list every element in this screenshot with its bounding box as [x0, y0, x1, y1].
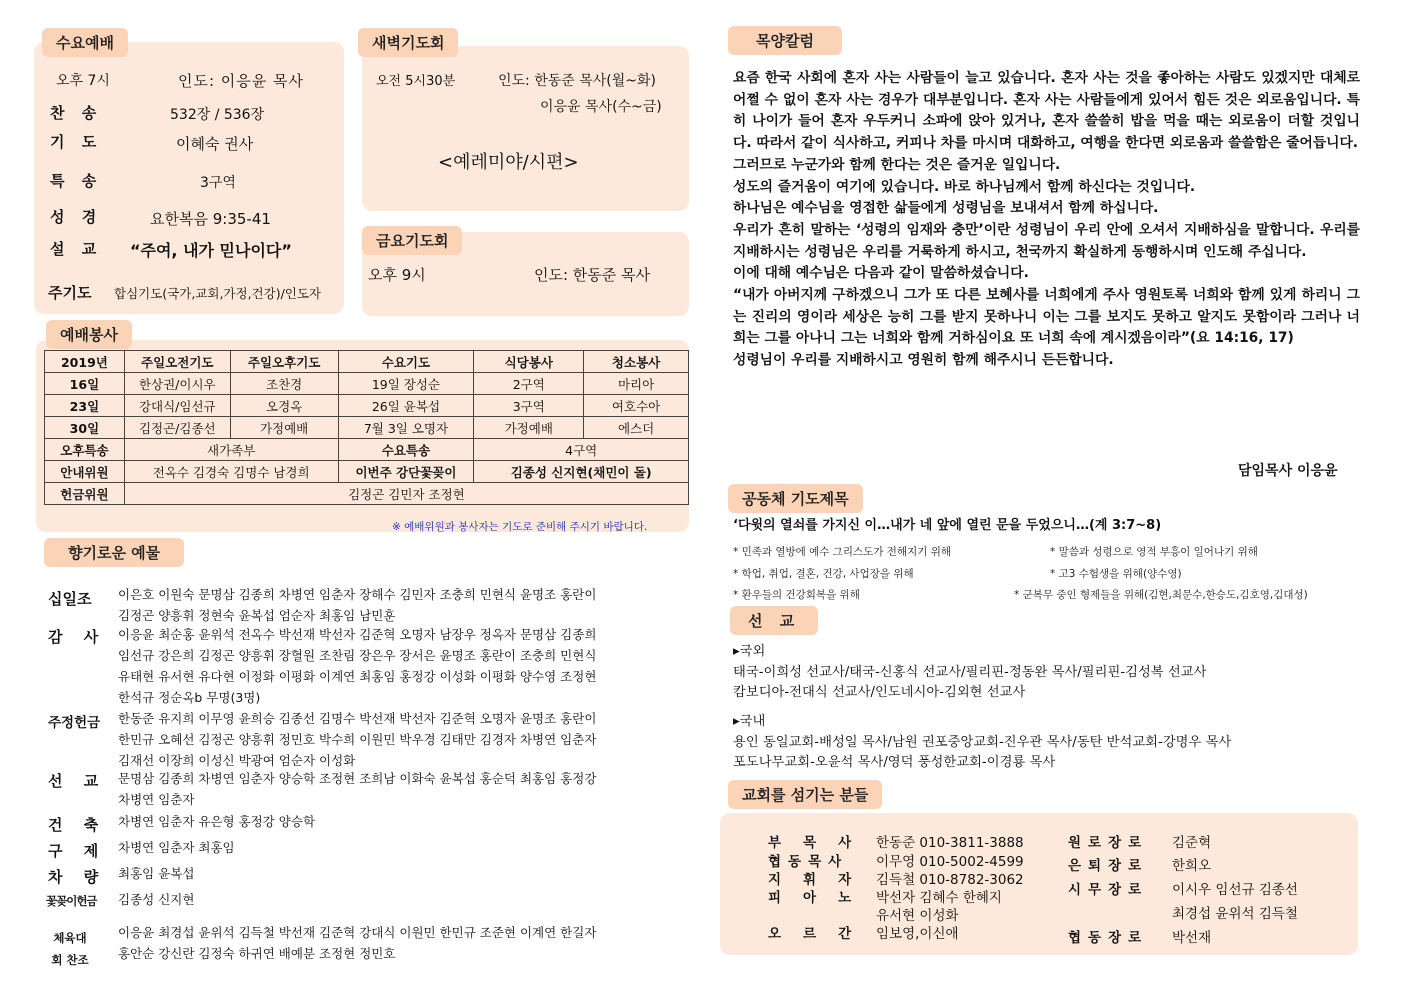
wednesday-leader: 인도: 이응윤 목사 — [178, 72, 305, 90]
wed-label-scripture: 성 경 — [50, 208, 103, 226]
staff-value: 이무영 010-5002-4599 — [876, 854, 1024, 870]
dawn-text: <예레미야/시편> — [438, 152, 579, 173]
staff-value: 최경섭 윤위석 김득철 — [1172, 906, 1298, 922]
mission-abroad-title: ▸국외 — [733, 644, 766, 659]
gift-label-mission: 선 교 — [48, 772, 107, 790]
prayer-verse: ‘다윗의 열쇠를 가지신 이…내가 네 앞에 열린 문을 두었으니…(계 3:7~8) — [733, 518, 1162, 533]
staff-label: 협동목사 — [768, 854, 849, 870]
gift-line: 한민규 오혜선 김정곤 양흥휘 정민호 박수희 이원민 박우경 김태만 김경자 차병연 임춘자 — [118, 732, 597, 747]
table-row: 안내위원 전옥수 김경숙 김명수 남경희 이번주 강단꽃꽂이 김종성 신지현(채민이 돌) — [45, 461, 689, 483]
dawn-leader2: 이응윤 목사(수~금) — [540, 99, 662, 115]
staff-label: 시무장로 — [1068, 882, 1149, 898]
staff-value: 임보영,이신애 — [876, 926, 959, 942]
column-paragraph: 요즘 한국 사회에 혼자 사는 사람들이 늘고 있습니다. 혼자 사는 것을 좋아하는 사람도 있겠지만 대체로 어쩔 수 없이 혼자 사는 경우가 대부분입니다. 혼자 사는 사람들에게 있어서 힘든 것은 외로움입니다. 특히 나이가 들어 혼자 우두커니 소파에 앉아 있거나, 혼자 쓸쓸히 밥을 먹을 때는 외로움이 더할 것입니다. 따라서 같이 식사하고, 커피나 차를 마시며 대화하고, 여행을 한다면 외로움과 쓸쓸함은 줄어듭니다. — [733, 70, 1360, 152]
gift-line: 문명삼 김종희 차병연 임춘자 양승학 조정현 조희남 이화숙 윤복섭 홍순덕 최홍임 홍정강 — [118, 771, 597, 786]
column-paragraph: 우리가 흔히 말하는 ‘성령의 임재와 충만’이란 성령님이 우리 안에 오셔서 지배하심을 말합니다. 우리를 지배하시는 성령님은 우리를 거룩하게 하시고, 천국까지 확실하게 동행하시며 인도해 주십니다. — [733, 221, 1360, 260]
wed-label-special: 특 송 — [50, 172, 103, 190]
gift-line: 홍안순 강신란 김정숙 하귀연 배예분 조정현 정민호 — [118, 946, 396, 961]
prayer-item: * 환우들의 건강회복을 위해 — [733, 589, 860, 601]
staff-value: 유서현 이성화 — [876, 908, 959, 924]
wed-label-prayer: 기 도 — [50, 133, 103, 151]
wednesday-time: 오후 7시 — [56, 73, 110, 89]
mission-domestic-title: ▸국내 — [733, 714, 766, 729]
wed-value-special: 3구역 — [200, 175, 236, 191]
gift-line: 임선규 강은희 김정곤 양흥휘 장혈원 조찬림 장은우 장서은 윤명조 홍란이 조충희 민현식 — [118, 648, 597, 663]
staff-value: 김득철 010-8782-3062 — [876, 872, 1024, 888]
column-paragraph: 성도의 즐거움이 여기에 있습니다. 바로 하나님께서 함께 하신다는 것입니다. — [733, 178, 1196, 195]
gift-line: 김재선 이장희 이성신 박광여 엄순자 이성화 — [118, 753, 356, 768]
column-paragraph: “내가 아버지께 구하겠으니 그가 또 다른 보혜사를 너희에게 주사 영원토록 너희와 함께 있게 하리니 그는 진리의 영이라 세상은 능히 그를 받지 못하나니 이는 그를 보지도 못하고 알지도 못함이라 그러나 너희는 그를 아나니 그는 너희와 함께 거하심이요 또 너희 속에 계시겠음이라”(요 14:16, 17) — [733, 287, 1360, 347]
staff-value: 한동준 010-3811-3888 — [876, 835, 1024, 851]
gift-line: 한석규 정순옥b 무명(3명) — [118, 690, 261, 705]
gift-line: 김종성 신지현 — [118, 892, 195, 907]
wed-value-sermon: “주여, 내가 믿나이다” — [130, 241, 292, 260]
gift-line: 차병연 임춘자 최홍임 — [118, 840, 235, 855]
gift-label-tithe: 십일조 — [48, 590, 92, 608]
wed-label-lordsprayer: 주기도 — [48, 284, 92, 302]
staff-value: 박선재 — [1172, 930, 1212, 946]
staff-label: 원로장로 — [1068, 835, 1149, 851]
dawn-leader1: 인도: 한동준 목사(월~화) — [498, 73, 656, 89]
staff-value: 이시우 임선규 김종선 — [1172, 882, 1298, 898]
mission-line: 포도나무교회-오윤석 목사/영덕 풍성한교회-이경룡 목사 — [733, 755, 1056, 770]
table-row: 2019년 주일오전기도 주일오후기도 수요기도 식당봉사 청소봉사 — [45, 351, 689, 373]
gift-label-vehicle: 차 량 — [48, 868, 107, 886]
table-row: 헌금위원 김정곤 김민자 조정현 — [45, 483, 689, 505]
table-row: 23일 강대식/임선규 오경옥 26일 윤복섭 3구역 여호수아 — [45, 395, 689, 417]
dawn-time: 오전 5시30분 — [376, 74, 456, 89]
prayer-tag: 공동체 기도제목 — [728, 484, 863, 513]
staff-label: 은퇴장로 — [1068, 858, 1149, 874]
wed-value-prayer: 이혜숙 권사 — [176, 135, 254, 153]
gift-line: 최홍임 윤복섭 — [118, 866, 195, 881]
gift-label-thanks: 감 사 — [48, 628, 107, 646]
friday-tag: 금요기도회 — [362, 226, 462, 255]
prayer-item: * 민족과 열방에 예수 그리스도가 전해지기 위해 — [733, 546, 951, 558]
gift-label-sports: 체육대회 찬조 — [51, 931, 89, 967]
gift-label-flower: 꽃꽂이헌금 — [46, 894, 97, 908]
column-paragraph: 성령님이 우리를 지배하시고 영원히 함께 해주시니 든든합니다. — [733, 352, 1114, 369]
wed-value-hymn: 532장 / 536장 — [170, 107, 265, 123]
wed-label-sermon: 설 교 — [50, 240, 103, 258]
gift-line: 이은호 이원숙 문명삼 김종희 차병연 임춘자 장해수 김민자 조충희 민현식 윤명조 홍란이 — [118, 587, 597, 602]
gift-line: 차병연 임춘자 유은형 홍정강 양승학 — [118, 814, 316, 829]
table-row: 30일 김정곤/김종선 가정예배 7월 3일 오명자 가정예배 에스더 — [45, 417, 689, 439]
gift-label-building: 건 축 — [48, 816, 107, 834]
gift-line: 한동준 유지희 이무영 윤희승 김종선 김명수 박선재 박선자 김준혁 오명자 윤명조 홍란이 — [118, 711, 597, 726]
staff-label: 오르간 — [768, 926, 874, 942]
gifts-tag: 향기로운 예물 — [44, 538, 184, 567]
table-row: 16일 한상권/이시우 조찬경 19일 장성순 2구역 마리아 — [45, 373, 689, 395]
friday-time: 오후 9시 — [368, 266, 426, 284]
wed-value-lordsprayer: 합심기도(국가,교회,가정,건강)/인도자 — [114, 286, 322, 301]
mission-line: 캄보디아-전대식 선교사/인도네시아-김외현 선교사 — [733, 685, 1026, 700]
prayer-item: * 군복무 중인 형제들을 위해(김현,최문수,한승도,김호영,김대성) — [1014, 589, 1308, 601]
mission-line: 태국-이희성 선교사/태국-신홍식 선교사/필리핀-정동완 목사/필리핀-김성복 선교사 — [733, 665, 1207, 680]
prayer-item: * 말씀과 성령으로 영적 부흥이 일어나기 위해 — [1050, 546, 1258, 558]
mission-line: 용인 동일교회-배성일 목사/남원 권포중앙교회-진우관 목사/동탄 반석교회-강명우 목사 — [733, 735, 1232, 750]
column-tag: 목양칼럼 — [728, 26, 842, 55]
prayer-item: * 고3 수험생을 위해(양수영) — [1050, 568, 1182, 580]
table-row: 오후특송 새가족부 수요특송 4구역 — [45, 439, 689, 461]
gift-line: 이응윤 최순홍 윤위석 전옥수 박선재 박선자 김준혁 오명자 남장우 정옥자 문명삼 김종희 — [118, 627, 597, 642]
column-paragraph: 하나님은 예수님을 영접한 삶들에게 성령님을 보내셔서 함께 하십니다. — [733, 200, 1159, 217]
staff-label: 부목사 — [768, 835, 874, 851]
service-table — [44, 350, 689, 505]
staff-value: 박선자 김혜수 한혜지 — [876, 890, 1002, 906]
gift-label-relief: 구 제 — [48, 842, 107, 860]
staff-label: 피아노 — [768, 890, 874, 906]
gift-line: 차병연 임춘자 — [118, 792, 195, 807]
gift-line: 김정곤 양흥휘 정현숙 윤복섭 엄순자 최홍임 남민훈 — [118, 608, 396, 623]
wed-label-hymn: 찬 송 — [50, 104, 103, 122]
dawn-tag: 새벽기도회 — [358, 28, 458, 57]
column-signature: 담임목사 이응윤 — [1238, 463, 1338, 479]
service-note: ※ 예배위원과 봉사자는 기도로 준비해 주시기 바랍니다. — [392, 521, 648, 533]
gift-line: 유태현 유서현 유다현 이정화 이평화 이계연 최홍임 홍정강 이성화 이평화 양수영 조정현 — [118, 669, 597, 684]
staff-tag: 교회를 섬기는 분들 — [728, 780, 882, 809]
gift-line: 이응윤 최경섭 윤위석 김득철 박선재 김준혁 강대식 이원민 한민규 조준현 이계연 한길자 — [118, 925, 597, 940]
staff-value: 한희오 — [1172, 858, 1212, 874]
wednesday-tag: 수요예배 — [42, 28, 128, 57]
column-paragraph: 그러므로 누군가와 함께 한다는 것은 즐거운 일입니다. — [733, 156, 1061, 173]
service-tag: 예배봉사 — [46, 320, 132, 349]
prayer-item: * 학업, 취업, 결혼, 건강, 사업장을 위해 — [733, 568, 914, 580]
friday-leader: 인도: 한동준 목사 — [534, 266, 651, 284]
mission-tag: 선 교 — [730, 606, 818, 635]
gift-label-weekly: 주정헌금 — [48, 715, 101, 731]
staff-label: 협동장로 — [1068, 930, 1149, 946]
wed-value-scripture: 요한복음 9:35-41 — [150, 210, 271, 228]
staff-label: 지휘자 — [768, 872, 874, 888]
staff-value: 김준혁 — [1172, 835, 1212, 851]
column-body — [733, 68, 1360, 372]
column-paragraph: 이에 대해 예수님은 다음과 같이 말씀하셨습니다. — [733, 265, 1029, 282]
